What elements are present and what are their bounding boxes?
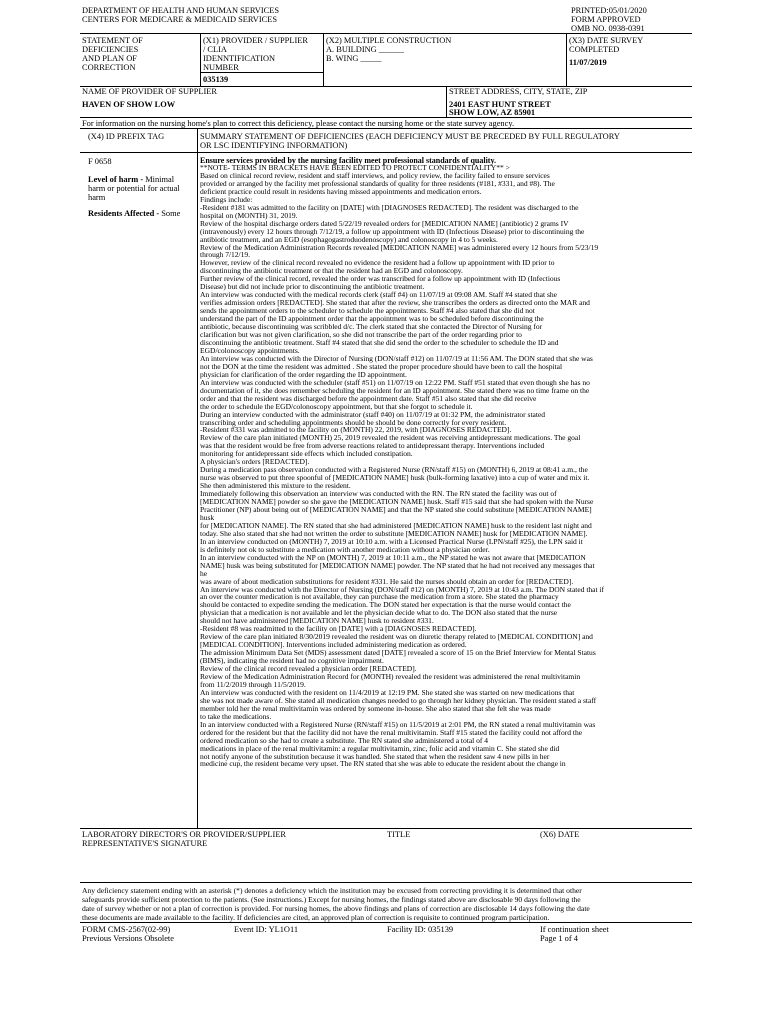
body-line: In an interview conducted with a Registered Nurse (RN/staff #15) on 11/5/2019 at 2:01 PM, the RN stated a renal multivitamin was xyxy=(200,719,596,729)
body-line: clarification but was not given clarification, so she did not transcribe the part of the order regarding prior to xyxy=(200,330,522,340)
body-line: EGD/colonoscopy appointments. xyxy=(200,345,300,355)
body-line: was aware of about medication substitutions for resident #331. He said the nurses should obtain an order for [REDACTED]. xyxy=(200,576,574,586)
body-line: verifies admission orders [REDACTED]. She stated that after the review, she transcribes the orders as directed onto the MAR and xyxy=(200,298,590,308)
level-of-harm-line-2: harm or potential for actual xyxy=(88,184,180,193)
body-line: for [MEDICATION NAME]. The RN stated that she had administered [MEDICATION NAME] husk to the resident last night and xyxy=(200,520,592,530)
body-line: Review of the Medication Administration Records revealed [MEDICATION NAME] was administered every 12 hours from 5/23/19 xyxy=(200,242,599,252)
level-of-harm-label: Level of harm - xyxy=(88,175,146,184)
residents-affected xyxy=(88,209,180,219)
body-line: an over the counter medication is not available, they can purchase the medication from a store. She stated the pharmacy xyxy=(200,592,559,602)
agency-line-2: CENTERS FOR MEDICARE & MEDICAID SERVICES xyxy=(82,15,277,24)
provider-label: NAME OF PROVIDER OF SUPPLIER xyxy=(82,87,217,96)
deficiency-body xyxy=(200,164,604,768)
body-line: In an interview conducted on (MONTH) 7, 2019 at 10:10 a.m. with a Licensed Practical Nurse (LPN/staff #25), the LPN said it xyxy=(200,536,583,546)
x1-label-4: NUMBER xyxy=(203,63,239,72)
body-line: not notify anyone of the substitution because it was handled. She stated that when the resident saw 4 new pills in her xyxy=(200,751,550,761)
level-of-harm-value: Minimal xyxy=(145,175,175,184)
x4-prefix-label: (X4) ID PREFIX TAG xyxy=(88,132,165,141)
body-line: ordered for the resident but that the facility did not have the renal multivitamin. Staff #15 stated the facility could not afford the xyxy=(200,727,583,737)
body-line: An interview was conducted with the medical records clerk (staff #4) on 11/07/19 at 09:08 AM. Staff #4 stated that she xyxy=(200,290,557,300)
printed-date: PRINTED:05/01/2020 xyxy=(571,6,647,15)
body-line: Findings include: xyxy=(200,194,253,204)
agency-line-1: DEPARTMENT OF HEALTH AND HUMAN SERVICES xyxy=(82,6,279,15)
body-line: the order to schedule the EGD/colonoscopy appointment, but that she forgot to schedule it. xyxy=(200,401,473,411)
provider-name: HAVEN OF SHOW LOW xyxy=(82,100,176,109)
form-versions: Previous Versions Obsolete xyxy=(82,934,174,943)
body-line: not the DON at the time the resident was admitted . She stated the proper procedure should have been to call the hospital xyxy=(200,361,563,371)
address-line-1: 2401 EAST HUNT STREET xyxy=(449,100,551,109)
body-line: NAME] husk was being substituted for [MEDICATION NAME] powder. The NP stated that he had not received any messages that xyxy=(200,560,595,570)
body-line: Based on clinical record review, resident and staff interviews, and policy review, the facility failed to ensure services xyxy=(200,170,550,180)
omb-number: OMB NO. 0938-0391 xyxy=(571,24,645,33)
body-line: (intravenously) every 12 hours through 7/12/19, a follow up appointment with ID (Infectious Disease) prior to discontinuing the xyxy=(200,226,585,236)
body-line: discontinuing the antibiotic treatment. Staff #4 stated that she did send the order to the scheduler to schedule the ID and xyxy=(200,337,559,347)
body-line: she was not made aware of. She stated all medication changes needed to go through her kidney physician. The resident stated a staff xyxy=(200,695,597,705)
body-line: Practitioner (NP) about being out of [MEDICATION NAME] and that the NP stated she could substitute [MEDICATION NAME] xyxy=(200,504,592,514)
body-line: hospital on (MONTH) 31, 2019. xyxy=(200,210,298,220)
address-line-2: SHOW LOW, AZ 85901 xyxy=(449,108,536,117)
footer-note-4: these documents are made available to the facility. If deficiencies are cited, an approved plan of correction is requisite to continued program participation. xyxy=(82,913,550,922)
signature-date: (X6) DATE xyxy=(540,830,580,839)
body-line: he xyxy=(200,568,208,578)
body-line: ordered medication so she had to create a substitute. The RN stated she administered a total of 4 xyxy=(200,735,488,745)
provider-number: 035139 xyxy=(203,75,229,84)
body-line: transcribing order and scheduling appointments should be should be done correctly for every resident. xyxy=(200,417,507,427)
form-approved: FORM APPROVED xyxy=(571,15,641,24)
page-number: Page 1 of 4 xyxy=(540,934,578,943)
statement-label-2: DEFICIENCIES xyxy=(82,45,139,54)
x1-label-3: IDENNTIFICATION xyxy=(203,54,276,63)
body-line: sends the appointment orders to the scheduler to schedule the appointments. Staff #4 also stated that she did not xyxy=(200,306,535,316)
body-line: [MEDICAL CONDITION]. Interventions included administering medication as ordered. xyxy=(200,640,467,650)
body-line: **NOTE- TERMS IN BRACKETS HAVE BEEN EDITED TO PROTECT CONFIDENTIALITY** > xyxy=(200,163,510,172)
body-line: medications in place of the renal multivitamin: a regular multivitamin, zinc, folic acid and vitamin C. She stated she did xyxy=(200,743,560,753)
body-line: Review of the hospital discharge orders dated 5/22/19 revealed orders for [MEDICATION NAME] (antibiotic) 2 grams IV xyxy=(200,218,569,228)
statement-label-1: STATEMENT OF xyxy=(82,36,143,45)
body-line: Review of the clinical record revealed a physician order [REDACTED]. xyxy=(200,664,417,674)
body-line: provided or arranged by the facility met professional standards of quality for three residents (#181, #331, and #8). The xyxy=(200,178,555,188)
body-line: -Resident #331 was admitted to the facility on (MONTH) 22, 2019, with [DIAGNOSES REDACTED]. xyxy=(200,425,512,435)
body-line: husk xyxy=(200,512,215,522)
body-line: through 7/12/19. xyxy=(200,250,250,260)
footer-note-1: Any deficiency statement ending with an asterisk (*) denotes a deficiency which the institution may be excused from correcting providing it is determined that other xyxy=(82,886,582,895)
body-line: She then administered this mixture to the resident. xyxy=(200,481,351,491)
body-line: In an interview conducted with the NP on (MONTH) 7, 2019 at 10:11 a.m., the NP stated he was not aware that [MEDICATION xyxy=(200,552,586,562)
body-line: physician for clarification of the order regarding the ID appointment. xyxy=(200,369,407,379)
x1-label-1: (X1) PROVIDER / SUPPLIER xyxy=(203,36,308,45)
footer-note-2: safeguards provide sufficient protection to the patients. (See instructions.) Except for nursing homes, the findings stated above are disclosable 90 days following the xyxy=(82,895,581,904)
summary-header-1: SUMMARY STATEMENT OF DEFICIENCIES (EACH DEFICIENCY MUST BE PRECEDED BY FULL REGULATORY xyxy=(200,132,620,141)
signature-title: TITLE xyxy=(387,830,411,839)
survey-date: 11/07/2019 xyxy=(569,58,607,67)
body-line: Review of the care plan initiated (MONTH) 25, 2019 revealed the resident was receiving antidepressant medications. The goal xyxy=(200,433,581,443)
body-line: to take the medications. xyxy=(200,711,272,721)
address-label: STREET ADDRESS, CITY, STATE, ZIP xyxy=(449,87,588,96)
body-line: Further review of the clinical record, revealed the order was transcribed for a follow up appointment with ID (Infectious xyxy=(200,274,561,284)
x2-label-1: (X2) MULTIPLE CONSTRUCTION xyxy=(326,36,452,45)
body-line: An interview was conducted with the Director of Nursing (DON/staff #12) on (MONTH) 7, 2019 at 10:43 a.m. The DON stated that if xyxy=(200,584,604,594)
x1-label-2: / CLIA xyxy=(203,45,227,54)
level-of-harm-line-3: harm xyxy=(88,193,106,202)
body-line: is definitely not ok to substitute a medication with another medication without a physician order. xyxy=(200,544,490,554)
x3-label-1: (X3) DATE SURVEY xyxy=(569,36,644,45)
continuation-label: If continuation sheet xyxy=(540,925,609,934)
body-line: An interview was conducted with the resident on 11/4/2019 at 12:19 PM. She stated she was started on new medications that xyxy=(200,687,575,697)
statement-label-4: CORRECTION xyxy=(82,63,136,72)
deficiency-title: Ensure services provided by the nursing facility meet professional standards of quality. xyxy=(200,156,497,165)
signature-label-2: REPRESENTATIVE'S SIGNATURE xyxy=(82,839,208,848)
body-line: Review of the care plan initiated 8/30/2019 revealed the resident was on diuretic therapy related to [MEDICAL CONDITION] and xyxy=(200,632,593,642)
body-line: A physician's orders [REDACTED]. xyxy=(200,457,310,467)
residents-affected-value: Some xyxy=(161,209,181,218)
body-line: Review of the Medication Administration Record for (MONTH) revealed the resident was administered the renal multivitamin xyxy=(200,672,581,681)
body-line: [MEDICATION NAME] powder so she gave the [MEDICATION NAME] husk. Staff #15 said that she had spoken with the Nurse xyxy=(200,497,594,507)
footer-note-3: date of survey whether or not a plan of correction is provided. For nursing homes, the above findings and plans of correction are disclosable 14 days following the date xyxy=(82,904,590,913)
body-line: During an interview conducted with the administrator (staff #40) on 11/07/19 at 01:32 PM, the administrator stated xyxy=(200,409,546,419)
x2-building: A. BUILDING ______ xyxy=(326,45,404,54)
body-line: today. She also stated that she had not written the order to substitute [MEDICATION NAME] husk for [MEDICATION NAME]. xyxy=(200,528,588,538)
body-line: monitoring for antidepressant side effects which included constipation. xyxy=(200,449,413,459)
body-line: nurse was observed to put three spoonful of [MEDICATION NAME] husk (bulk-forming laxative) into a cup of water and mix it. xyxy=(200,473,590,483)
body-line: However, review of the clinical record revealed no evidence the resident had a follow up appointment with ID prior to xyxy=(200,258,555,268)
tag-number: F 0658 xyxy=(88,157,112,166)
contact-note: For information on the nursing home's plan to correct this deficiency, please contact the nursing home or the state survey agency. xyxy=(82,119,515,128)
form-number: FORM CMS-2567(02-99) xyxy=(82,925,171,934)
signature-label-1: LABORATORY DIRECTOR'S OR PROVIDER/SUPPLIER xyxy=(82,830,287,839)
body-line: was that the resident would be free from adverse reactions related to antidepressant therapy. Interventions included xyxy=(200,441,545,451)
body-line: medicine cup, the resident became very upset. The RN stated that she was able to educate the resident about the change in xyxy=(200,759,566,769)
body-line: member told her the renal multivitamin was ordered by someone in-house. She also stated that she felt she was made xyxy=(200,703,551,713)
facility-id: Facility ID: 035139 xyxy=(387,925,454,934)
body-line: antibiotic, because discontinuing was scribbled d/c. The clerk stated that she contacted the Director of Nursing for xyxy=(200,322,543,332)
body-line: discontinuing the antibiotic treatment or that the resident had an EGD and colonoscopy. xyxy=(200,266,463,276)
body-line: understand the part of the ID appointment order that the appointment was to be scheduled before discontinuing the xyxy=(200,314,544,324)
body-line: antibiotic treatment, and an EGD (esophagogastroduodenoscopy) and colonoscopy in 4 to 5 weeks. xyxy=(200,234,498,244)
summary-header-2: OR LSC IDENTIFYING INFORMATION) xyxy=(200,141,348,150)
body-line: An interview was conducted with the Director of Nursing (DON/staff #12) on 11/07/19 at 11:56 AM. The DON stated that she was xyxy=(200,353,593,363)
body-line: order and that the resident was discharged before the appointment date. Staff #51 also stated that she did receive xyxy=(200,393,537,403)
body-line: -Resident #181 was admitted to the facility on [DATE] with [DIAGNOSES REDACTED]. The resident was discharged to the xyxy=(200,202,579,212)
body-line: should be contacted to expedite sending the medication. The DON stated her expectation is that the nurse would contact the xyxy=(200,600,571,610)
residents-affected-label: Residents Affected - xyxy=(88,209,162,218)
statement-label-3: AND PLAN OF xyxy=(82,54,137,63)
body-line: (BIMS), indicating the resident had no cognitive impairment. xyxy=(200,656,384,666)
body-line: physician that a medication is not available and let the physician decide what to do. The DON also stated that the nurse xyxy=(200,608,558,618)
body-line: deficient practice could result in residents having missed appointments and medication errors. xyxy=(200,186,482,196)
body-line: During a medication pass observation conducted with a Registered Nurse (RN/staff #15) on (MONTH) 6, 2019 at 08:41 a.m., the xyxy=(200,465,588,475)
body-line: Immediately following this observation an interview was conducted with the RN. The RN stated the facility was out of xyxy=(200,489,557,499)
x2-wing: B. WING _____ xyxy=(326,54,382,63)
body-line: should not have administered [MEDICATION NAME] husk to resident #331. xyxy=(200,616,434,626)
event-id: Event ID: YL1O11 xyxy=(234,925,299,934)
body-line: The admission Minimum Data Set (MDS) assessment dated [DATE] revealed a score of 15 on the Brief Interview for Mental Status xyxy=(200,648,596,658)
body-line: documentation of it, she does remember scheduling the resident for an ID appointment. She stated there was no time frame on the xyxy=(200,385,590,395)
body-line: from 11/2/2019 through 11/5/2019. xyxy=(200,679,306,689)
x3-label-2: COMPLETED xyxy=(569,45,620,54)
body-line: Disease) but did not include prior to discontinuing the antibiotic treatment. xyxy=(200,282,425,292)
body-line: An interview was conducted with the scheduler (staff #51) on 11/07/19 on 12:22 PM. Staff #51 stated that even though she has no xyxy=(200,377,590,387)
body-line: -Resident #8 was readmitted to the facility on [DATE] with a [DIAGNOSES REDACTED]. xyxy=(200,624,477,634)
